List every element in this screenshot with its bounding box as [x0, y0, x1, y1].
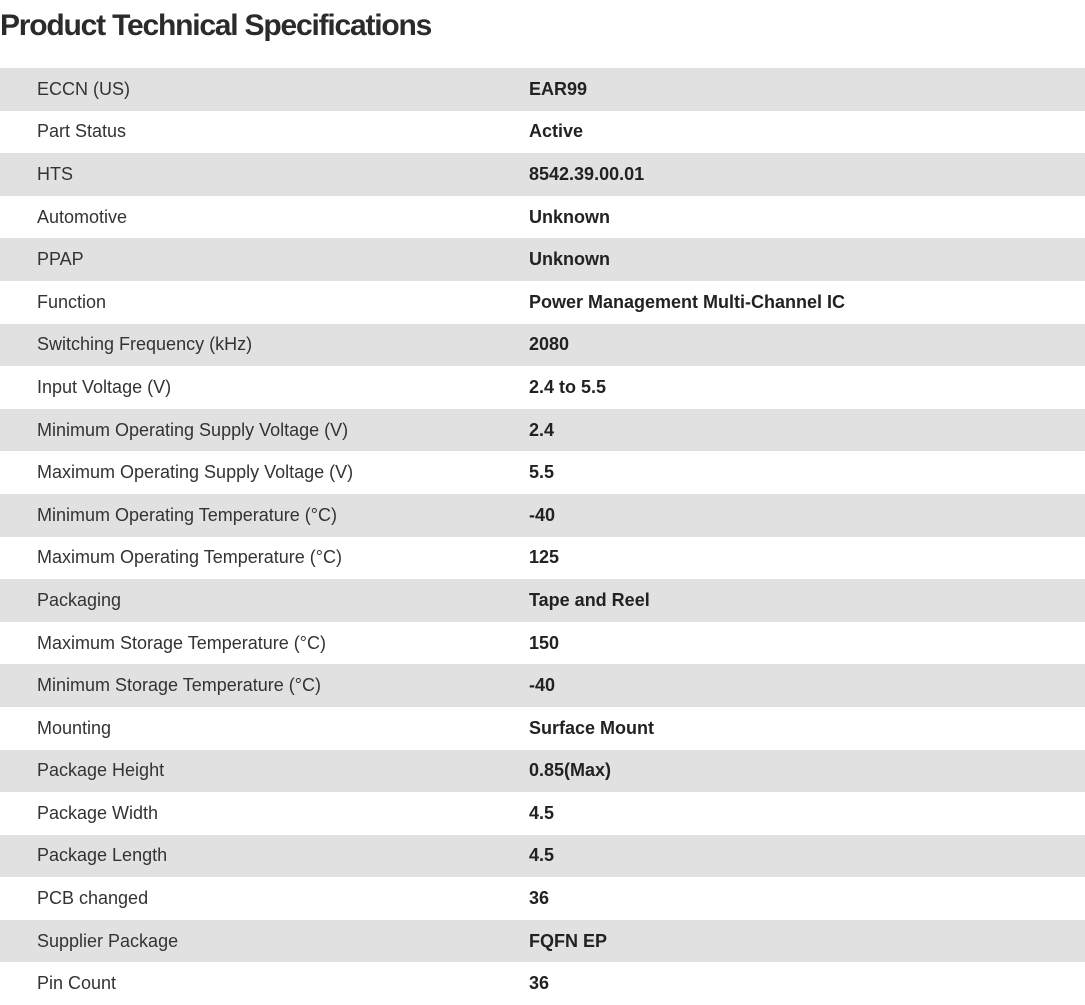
spec-label: Maximum Operating Temperature (°C): [37, 547, 342, 568]
spec-row-automotive: [0, 196, 1085, 239]
spec-row-min-operating-temp: [0, 494, 1085, 537]
spec-row-package-width: [0, 792, 1085, 835]
spec-label: Supplier Package: [37, 930, 179, 951]
spec-value: Surface Mount: [529, 717, 655, 738]
spec-row-eccn: [0, 68, 1085, 111]
page-title: Product Technical Specifications: [0, 9, 432, 42]
spec-label: ECCN (US): [37, 78, 130, 99]
spec-label: PCB changed: [37, 888, 149, 909]
spec-value: 125: [529, 547, 560, 568]
spec-label: Automotive: [37, 206, 128, 227]
spec-label: Switching Frequency (kHz): [37, 334, 253, 355]
spec-row-switching-frequency: [0, 324, 1085, 367]
spec-label: Input Voltage (V): [37, 376, 172, 397]
spec-label: Package Width: [37, 802, 159, 823]
spec-value: 0.85(Max): [529, 760, 612, 781]
spec-row-hts: [0, 153, 1085, 196]
spec-row-max-supply-voltage: [0, 451, 1085, 494]
spec-value: 5.5: [529, 462, 555, 483]
spec-value: Active: [529, 121, 584, 142]
spec-value: 36: [529, 888, 550, 909]
spec-label: Minimum Storage Temperature (°C): [37, 675, 321, 696]
spec-row-ppap: [0, 238, 1085, 281]
spec-value: Unknown: [529, 249, 610, 270]
spec-value: 2080: [529, 334, 570, 355]
spec-row-max-storage-temp: [0, 622, 1085, 665]
spec-table: [0, 68, 1085, 1005]
spec-value: 2.4 to 5.5: [529, 376, 607, 397]
spec-row-min-supply-voltage: [0, 409, 1085, 452]
spec-row-function: [0, 281, 1085, 324]
spec-label: Part Status: [37, 121, 127, 142]
spec-label: Minimum Operating Temperature (°C): [37, 504, 337, 525]
spec-row-part-status: [0, 111, 1085, 154]
spec-row-input-voltage: [0, 366, 1085, 409]
spec-row-pin-count: [0, 962, 1085, 1005]
spec-row-mounting: [0, 707, 1085, 750]
spec-value: -40: [529, 675, 556, 696]
spec-value: 2.4: [529, 419, 555, 440]
spec-value: Power Management Multi-Channel IC: [529, 291, 846, 312]
spec-value: FQFN EP: [529, 930, 608, 951]
spec-label: Minimum Operating Supply Voltage (V): [37, 419, 349, 440]
spec-value: 4.5: [529, 802, 555, 823]
spec-row-packaging: [0, 579, 1085, 622]
spec-value: Unknown: [529, 206, 610, 227]
spec-value: 150: [529, 632, 560, 653]
spec-label: Function: [37, 291, 107, 312]
spec-value: 36: [529, 973, 550, 994]
spec-label: Maximum Operating Supply Voltage (V): [37, 462, 354, 483]
spec-value: -40: [529, 504, 556, 525]
spec-value: Tape and Reel: [529, 589, 650, 610]
spec-value: 8542.39.00.01: [529, 163, 645, 184]
spec-row-package-length: [0, 835, 1085, 878]
spec-label: Package Length: [37, 845, 168, 866]
spec-row-max-operating-temp: [0, 537, 1085, 580]
spec-row-pcb-changed: [0, 877, 1085, 920]
spec-label: PPAP: [37, 249, 84, 270]
spec-label: Pin Count: [37, 973, 117, 994]
spec-label: Package Height: [37, 760, 165, 781]
spec-label: HTS: [37, 163, 73, 184]
spec-value: EAR99: [529, 78, 588, 99]
spec-label: Mounting: [37, 717, 112, 738]
spec-row-supplier-package: [0, 920, 1085, 963]
spec-label: Packaging: [37, 589, 122, 610]
spec-row-package-height: [0, 750, 1085, 793]
spec-value: 4.5: [529, 845, 555, 866]
spec-row-min-storage-temp: [0, 664, 1085, 707]
spec-label: Maximum Storage Temperature (°C): [37, 632, 326, 653]
